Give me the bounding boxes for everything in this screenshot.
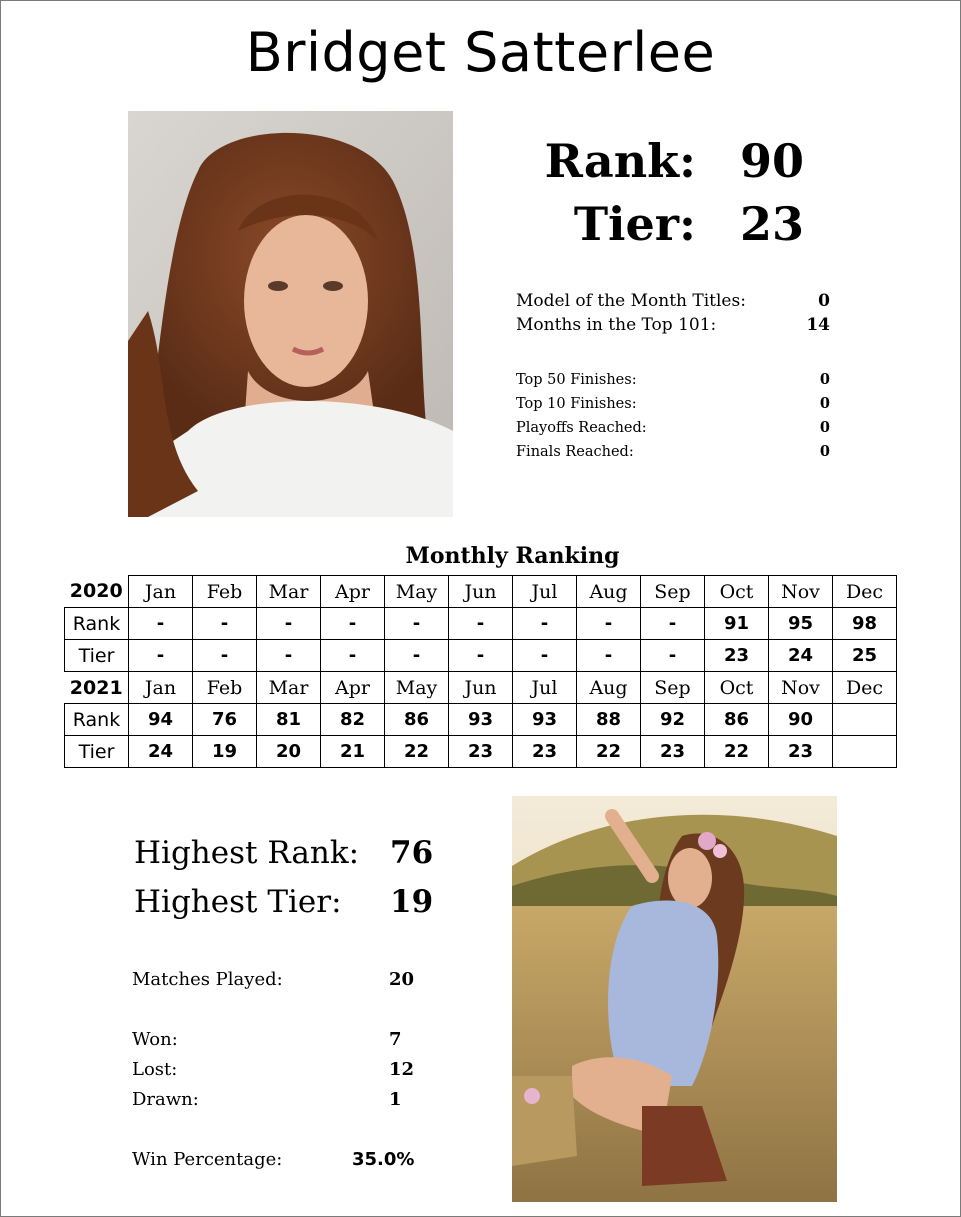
lost-label: Lost: (132, 1059, 178, 1080)
tier-cell: 19 (193, 736, 257, 768)
rank-cell: - (321, 608, 385, 640)
row-label: Rank (65, 704, 129, 736)
rank-cell: 95 (769, 608, 833, 640)
rank-cell: - (193, 608, 257, 640)
month-header-cell: Apr (321, 672, 385, 704)
tier-cell: 23 (641, 736, 705, 768)
matches-played-value: 20 (389, 969, 415, 990)
tier-cell: 23 (705, 640, 769, 672)
stat-label: Model of the Month Titles: (516, 291, 746, 311)
rank-cell: - (385, 608, 449, 640)
tier-cell: - (577, 640, 641, 672)
rank-cell: - (449, 608, 513, 640)
stat-value: 0 (818, 291, 830, 311)
matches-played-row (132, 967, 432, 993)
stat-label: Months in the Top 101: (516, 315, 717, 335)
month-header-cell: Jan (129, 576, 193, 608)
tier-cell: 22 (385, 736, 449, 768)
month-header-cell: Feb (193, 672, 257, 704)
tier-row (65, 736, 897, 768)
rank-label: Rank: (544, 134, 696, 188)
page-title: Bridget Satterlee (245, 21, 716, 84)
tier-cell: - (193, 640, 257, 672)
stat-row-months-top101 (516, 313, 830, 337)
matches-played-label: Matches Played: (132, 969, 283, 990)
row-label: Tier (65, 640, 129, 672)
lost-row (132, 1057, 432, 1083)
month-header-cell: Mar (257, 672, 321, 704)
tier-cell: 21 (321, 736, 385, 768)
year-header-row (65, 576, 897, 608)
rank-cell: 86 (705, 704, 769, 736)
tier-cell: 20 (257, 736, 321, 768)
drawn-value: 1 (389, 1089, 402, 1110)
drawn-row (132, 1087, 432, 1113)
stat-value: 0 (819, 395, 830, 412)
stat-label: Top 10 Finishes: (516, 396, 637, 412)
rank-cell: 93 (513, 704, 577, 736)
stat-label: Finals Reached: (516, 444, 634, 460)
rank-row (65, 608, 897, 640)
win-percentage-row (132, 1147, 432, 1173)
rank-cell: - (577, 608, 641, 640)
highest-tier-label: Highest Tier: (134, 884, 342, 920)
month-header-cell: Nov (769, 576, 833, 608)
rank-cell (833, 704, 897, 736)
highest-rank-label: Highest Rank: (134, 835, 360, 871)
tier-cell: 24 (129, 736, 193, 768)
month-header-cell: Apr (321, 576, 385, 608)
month-header-cell: Dec (833, 672, 897, 704)
month-header-cell: Jan (129, 672, 193, 704)
tier-cell: 23 (769, 736, 833, 768)
rank-cell: 81 (257, 704, 321, 736)
tier-row (65, 640, 897, 672)
tier-cell: 24 (769, 640, 833, 672)
won-value: 7 (389, 1029, 402, 1050)
month-header-cell: Jun (449, 672, 513, 704)
drawn-label: Drawn: (132, 1089, 199, 1110)
monthly-ranking-title: Monthly Ranking (405, 543, 620, 569)
tier-cell: - (385, 640, 449, 672)
lost-value: 12 (389, 1059, 415, 1080)
stat-label: Playoffs Reached: (516, 420, 647, 436)
stat-value: 14 (806, 315, 830, 335)
rank-cell: 94 (129, 704, 193, 736)
rank-cell: 93 (449, 704, 513, 736)
rank-cell: 90 (769, 704, 833, 736)
month-header-cell: Jun (449, 576, 513, 608)
win-percentage-value: 35.0% (352, 1149, 415, 1170)
rank-cell: - (641, 608, 705, 640)
stat-row-finals (516, 440, 830, 464)
month-header-cell: Dec (833, 576, 897, 608)
rank-cell: 98 (833, 608, 897, 640)
tier-label: Tier: (573, 197, 696, 251)
tier-cell: 23 (513, 736, 577, 768)
stat-row-playoffs (516, 416, 830, 440)
monthly-ranking-table (64, 575, 897, 768)
month-header-cell: Oct (705, 576, 769, 608)
stat-row-motm-titles (516, 289, 830, 313)
win-percentage-label: Win Percentage: (132, 1149, 283, 1170)
won-label: Won: (132, 1029, 178, 1050)
month-header-cell: Nov (769, 672, 833, 704)
tier-cell: 23 (449, 736, 513, 768)
tier-value: 23 (740, 197, 805, 251)
rank-cell: - (129, 608, 193, 640)
field-photo (512, 796, 837, 1202)
rank-cell: - (513, 608, 577, 640)
stat-value: 0 (819, 419, 830, 436)
stat-value: 0 (819, 443, 830, 460)
month-header-cell: Aug (577, 672, 641, 704)
tier-cell: 22 (705, 736, 769, 768)
year-label: 2021 (69, 676, 123, 699)
stat-value: 0 (819, 371, 830, 388)
stat-row-top10 (516, 392, 830, 416)
tier-cell: - (129, 640, 193, 672)
highest-rank-row (134, 833, 434, 873)
rank-value: 90 (740, 134, 805, 188)
tier-cell: - (641, 640, 705, 672)
month-header-cell: Aug (577, 576, 641, 608)
tier-cell: - (449, 640, 513, 672)
rank-cell: 86 (385, 704, 449, 736)
highest-rank-value: 76 (390, 835, 434, 871)
month-header-cell: Jul (513, 672, 577, 704)
month-header-cell: May (385, 576, 449, 608)
tier-cell: - (321, 640, 385, 672)
tier-cell: - (513, 640, 577, 672)
tier-cell: - (257, 640, 321, 672)
rank-cell: 76 (193, 704, 257, 736)
highest-tier-value: 19 (390, 884, 434, 920)
tier-cell: 25 (833, 640, 897, 672)
month-header-cell: Sep (641, 576, 705, 608)
month-header-cell: Jul (513, 576, 577, 608)
won-row (132, 1027, 432, 1053)
rank-cell: 92 (641, 704, 705, 736)
row-label: Rank (65, 608, 129, 640)
month-header-cell: Feb (193, 576, 257, 608)
portrait-photo (128, 111, 453, 517)
rank-cell: 91 (705, 608, 769, 640)
month-header-cell: Mar (257, 576, 321, 608)
rank-cell: 82 (321, 704, 385, 736)
month-header-cell: Sep (641, 672, 705, 704)
month-header-cell: May (385, 672, 449, 704)
stat-label: Top 50 Finishes: (516, 372, 637, 388)
stat-row-top50 (516, 368, 830, 392)
month-header-cell: Oct (705, 672, 769, 704)
year-header-row (65, 672, 897, 704)
rank-cell: - (257, 608, 321, 640)
year-label: 2020 (69, 580, 123, 603)
rank-cell: 88 (577, 704, 641, 736)
tier-cell (833, 736, 897, 768)
highest-tier-row (134, 882, 434, 922)
tier-cell: 22 (577, 736, 641, 768)
rank-row (65, 704, 897, 736)
row-label: Tier (65, 736, 129, 768)
